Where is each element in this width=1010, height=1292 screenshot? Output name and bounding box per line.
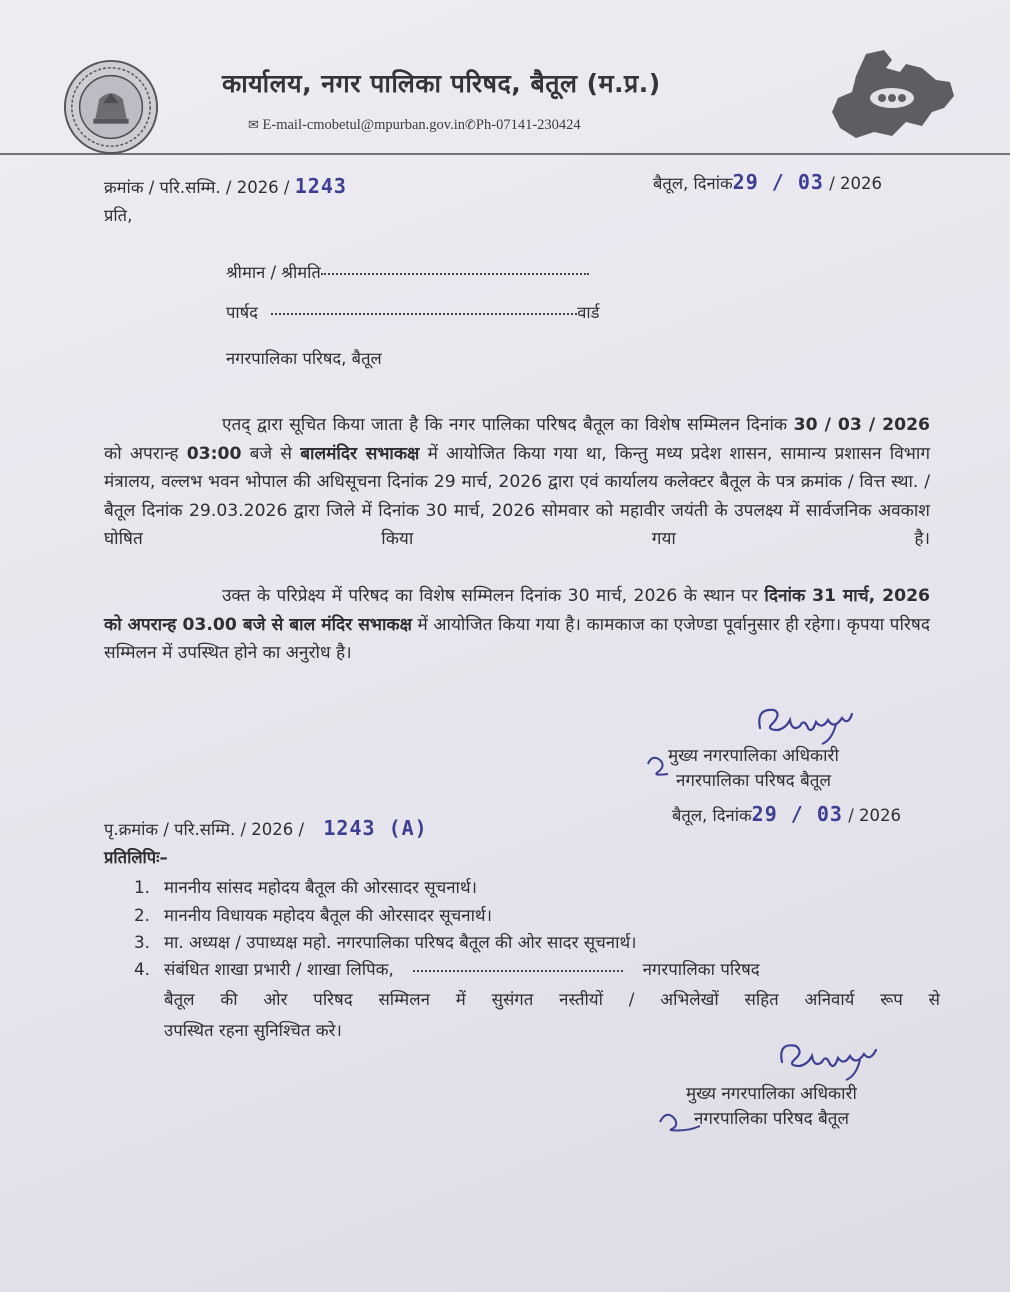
envelope-icon: ✉ — [248, 118, 259, 133]
date-label: बैतूल, दिनांक — [653, 174, 733, 193]
copy-reference-line — [104, 816, 428, 840]
copy-reference-number: 1243 (A) — [323, 816, 428, 840]
phone-icon: ✆ — [465, 118, 476, 133]
copy-date-line — [672, 802, 901, 826]
signature-block-1 — [668, 744, 839, 794]
copy-item-1: 1. माननीय सांसद महोदय बैतूल की ओरसादर सूचनार्थ। — [134, 877, 477, 897]
office-title: कार्यालय, नगर पालिका परिषद, बैतूल (म.प्र.) — [222, 69, 661, 98]
officer-office-2: नगरपालिका परिषद बैतूल — [694, 1109, 850, 1129]
emblem-seal-icon — [62, 58, 160, 156]
copy-item-2: 2. माननीय विधायक महोदय बैतूल की ओरसादर सूचनार्थ। — [134, 905, 492, 925]
officer-designation: मुख्य नगरपालिका अधिकारी — [668, 746, 839, 766]
body-paragraph-1: एतद् द्वारा सूचित किया जाता है कि नगर पालिका परिषद बैतूल का विशेष सम्मिलन दिनांक 30 / 03 / 2026 को अपरान्ह 03:00 बजे से बालमंदिर सभाकक्ष में आयोजित किया गया था, किन्तु मध्य प्रदेश शासन, सामान्य प्रशासन विभाग मंत्रालय, वल्लभ भवन भोपाल की अधिसूचना दिनांक 29 मार्च, 2026 द्वारा एवं कार्यालय कलेक्टर बैतूल के पत्र क्रमांक / वित्त स्था. / बैतूल दिनांक 29.03.2026 द्वारा जिले में दिनांक 30 मार्च, 2026 सोमवार को महावीर जयंती के उपलक्ष्य में सार्वजनिक अवकाश घोषित किया गया है। — [104, 415, 931, 549]
officer-office: नगरपालिका परिषद बैतूल — [676, 771, 832, 791]
copy-date-year: / 2026 — [848, 806, 901, 825]
copy-date-label: बैतूल, दिनांक — [672, 806, 752, 825]
signature-block-2 — [686, 1082, 857, 1132]
ward-label: वार्ड — [577, 303, 600, 322]
to-label: प्रति, — [104, 206, 133, 225]
copy-item-4: 4. संबंधित शाखा प्रभारी / शाखा लिपिक, नगरपालिका परिषद — [134, 959, 760, 979]
date-year: / 2026 — [829, 174, 882, 193]
copy-item-3: 3. मा. अध्यक्ष / उपाध्यक्ष महो. नगरपालिका परिषद बैतूल की ओर सादर सूचनार्थ। — [134, 932, 637, 952]
reference-label: क्रमांक / परि.सम्मि. / 2026 / — [104, 178, 290, 197]
mp-map-logo-icon — [826, 46, 960, 146]
copy-date-handwritten: 29 / 03 — [751, 802, 843, 826]
councillor-blank — [271, 313, 577, 315]
councillor-label: पार्षद — [226, 303, 258, 322]
reference-line — [104, 174, 347, 198]
addressee-label: श्रीमान / श्रीमति — [226, 263, 321, 282]
reference-number: 1243 — [294, 174, 347, 198]
copy-item-4-blank — [413, 970, 623, 972]
officer-designation-2: मुख्य नगरपालिका अधिकारी — [686, 1084, 857, 1104]
copy-item-4-end: उपस्थित रहना सुनिश्चित करे। — [164, 1020, 342, 1040]
signature-1 — [752, 700, 862, 748]
date-handwritten: 29 / 03 — [732, 170, 824, 194]
email-address[interactable]: E-mail-cmobetul@mpurban.gov.in — [262, 117, 466, 133]
addressee-blank — [321, 273, 589, 275]
council-name: नगरपालिका परिषद, बैतूल — [226, 349, 382, 368]
body-paragraph-2: उक्त के परिप्रेक्ष्य में परिषद का विशेष सम्मिलन दिनांक 30 मार्च, 2026 के स्थान पर दिनांक 31 मार्च, 2026 को अपरान्ह 03.00 बजे से बाल मंदिर सभाकक्ष में आयोजित किया गया है। कामकाज का एजेण्डा पूर्वानुसार ही रहेगा। कृपया परिषद सम्मिलन में उपस्थित होने का अनुरोध है। — [104, 586, 931, 663]
date-line — [653, 170, 882, 194]
addressee-line — [226, 260, 589, 283]
copy-reference-label: पृ.क्रमांक / परि.सम्मि. / 2026 / — [104, 820, 305, 839]
councillor-line — [226, 300, 599, 323]
copy-item-4-continued: बैतूल की ओर परिषद सम्मिलन में सुसंगत नस्तीयों / अभिलेखों सहित अनिवार्य रूप से — [164, 989, 940, 1009]
copy-heading: प्रतिलिपिः– — [104, 848, 168, 867]
phone-number: Ph-07141-230424 — [475, 117, 581, 133]
contact-line — [248, 117, 581, 134]
header-divider — [0, 153, 1010, 155]
signature-2 — [772, 1036, 888, 1084]
